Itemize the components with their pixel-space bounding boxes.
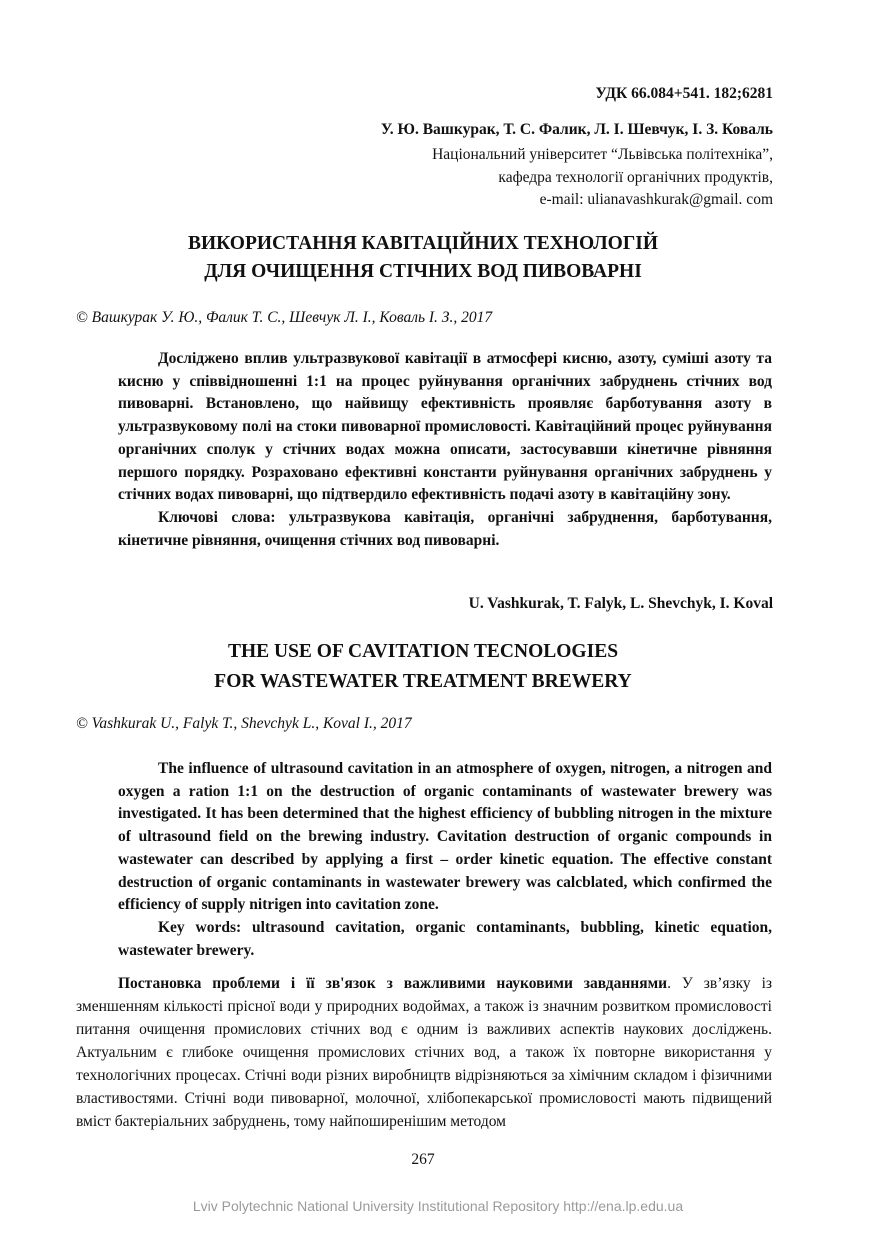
page-number: 267 bbox=[411, 1151, 435, 1168]
abstract-ukrainian bbox=[118, 348, 772, 552]
authors-ukrainian: У. Ю. Вашкурак, Т. С. Фалик, Л. І. Шевчук, І. З. Коваль bbox=[380, 121, 773, 138]
affiliation-university: Національний університет “Львівська політехніка”, bbox=[432, 146, 773, 163]
affiliation-email: e-mail: ulianavashkurak@gmail. com bbox=[539, 191, 773, 208]
abstract-english bbox=[118, 758, 772, 962]
body-section-problem-statement bbox=[76, 972, 772, 1133]
body-paragraph-text: . У зв’язку із зменшенням кількості прісної води у природних водоймах, а також із значним розвитком промисловості питання очищення промислових стічних вод є одним із важливих аспектів наукових досліджень. Актуальним є глибоке очищення промислових стічних вод, а також їх повторне використання у технологічних процесах. Стічні води різних виробництв відрізняються за хімічним складом і фізичними властивостями. Стічні води пивоварної, молочної, хлібопекарської промисловості мають підвищений вміст бактеріальних забруднень, тому найпоширенішим методом bbox=[76, 975, 772, 1130]
affiliation-department: кафедра технології органічних продуктів, bbox=[498, 169, 773, 186]
copyright-ukrainian: © Вашкурак У. Ю., Фалик Т. С., Шевчук Л. І., Коваль І. З., 2017 bbox=[76, 309, 493, 326]
title-english-line-1: THE USE OF CAVITATION TECNOLOGIES bbox=[227, 641, 619, 662]
abstract-english-text: The influence of ultrasound cavitation in an atmosphere of oxygen, nitrogen, a nitrogen and oxygen a ration 1:1 on the destruction of organic contaminants of wastewater brewery was investigated. It has been determined that the highest efficiency of bubbling nitrogen in the mixture of ultrasound field on the brewing industry. Cavitation destruction of organic compounds in wastewater can described by applying a first – order kinetic equation. The effective constant destruction of organic contaminants in wastewater brewery was calcblated, which confirmed the efficiency of supply nitrigen into cavitation zone. bbox=[118, 760, 772, 914]
keywords-ukrainian: Ключові слова: ультразвукова кавітація, органічні забруднення, барботування, кінетичне рівняння, очищення стічних вод пивоварні. bbox=[118, 508, 772, 549]
udc-code: УДК 66.084+541. 182;6281 bbox=[595, 85, 773, 102]
authors-english: U. Vashkurak, T. Falyk, L. Shevchyk, I. Koval bbox=[468, 595, 773, 612]
title-english-line-2: FOR WASTEWATER TREATMENT BREWERY bbox=[214, 671, 632, 692]
keywords-english: Key words: ultrasound cavitation, organic contaminants, bubbling, kinetic equation, wastewater brewery. bbox=[118, 918, 772, 959]
section-lead-heading: Постановка проблеми і її зв'язок з важливими науковими завданнями bbox=[118, 975, 668, 992]
abstract-ukrainian-text: Досліджено вплив ультразвукової кавітації в атмосфері кисню, азоту, суміші азоту та кисню у співвідношенні 1:1 на процес руйнування органічних забруднень стічних вод пивоварні. Встановлено, що найвищу ефективність проявляє барботування азоту в ультразвуковому полі на стоки пивоварної промисловості. Кавітаційний процес руйнування органічних сполук у стічних водах можна описати, застосувавши кінетичне рівняння першого порядку. Розраховано ефективні константи руйнування органічних забруднень у стічних водах пивоварні, що підтвердило ефективність подачі азоту в кавітаційну зону. bbox=[118, 350, 772, 504]
title-ukrainian-line-1: ВИКОРИСТАННЯ КАВІТАЦІЙНИХ ТЕХНОЛОГІЙ bbox=[187, 233, 659, 254]
repository-footer: Lviv Polytechnic National University Institutional Repository http://ena.lp.edu.ua bbox=[192, 1198, 684, 1214]
body-paragraph bbox=[76, 972, 772, 1133]
copyright-english: © Vashkurak U., Falyk T., Shevchyk L., Koval I., 2017 bbox=[76, 715, 412, 732]
title-ukrainian-line-2: ДЛЯ ОЧИЩЕННЯ СТІЧНИХ ВОД ПИВОВАРНІ bbox=[204, 261, 642, 282]
